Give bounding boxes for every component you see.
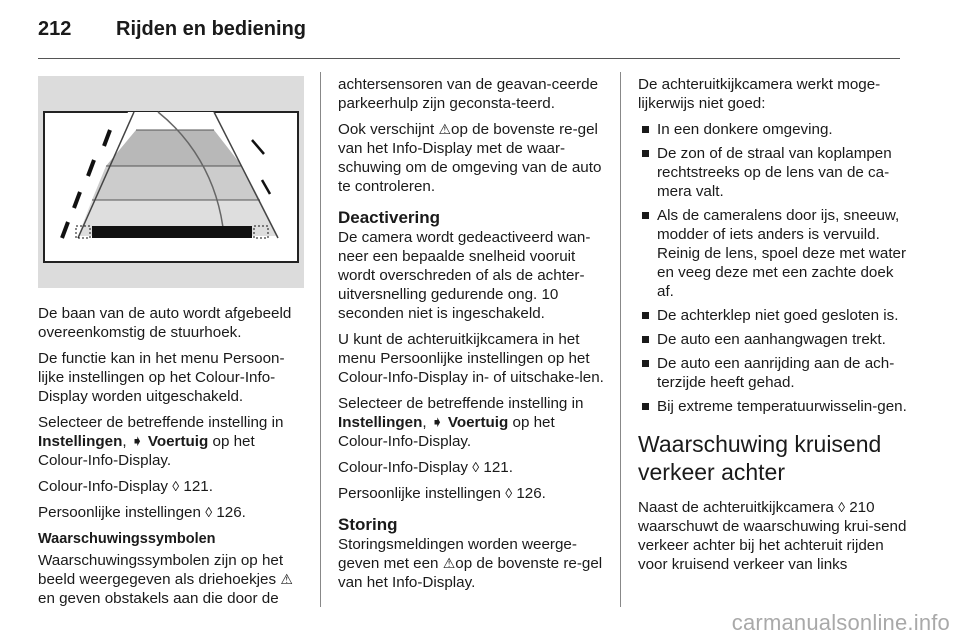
text: ,	[122, 433, 131, 450]
rear-camera-display-drawing	[38, 76, 304, 288]
page-number: 212	[38, 18, 72, 40]
cross-reference[interactable]	[338, 484, 608, 503]
watermark: carmanualsonline.info	[731, 610, 950, 635]
xref-icon: ◊	[838, 499, 845, 515]
subheading-deactivering: Deactivering	[338, 208, 441, 227]
paragraph	[638, 498, 908, 574]
menu-path	[131, 433, 208, 450]
page-header	[38, 18, 306, 48]
xref-text: Persoonlijke instellingen	[338, 485, 501, 502]
paragraph: De baan van de auto wordt afgebeeld overeenkomstig de stuurhoek.	[38, 305, 292, 341]
menu-label: Voertuig	[147, 433, 209, 450]
paragraph: De achteruitkijkcamera werkt moge-lijkerwijs niet goed:	[638, 76, 881, 112]
menu-label: Voertuig	[447, 414, 509, 431]
cross-reference[interactable]	[38, 477, 308, 496]
text: op de bovenste re-gel van het Info-Display met de waar-schuwing om de omgeving van de auto te controleren.	[338, 121, 602, 195]
menu-path	[431, 414, 508, 431]
xref-page[interactable]: 210	[849, 499, 875, 516]
xref-page: 121.	[183, 478, 213, 495]
warning-triangle-icon: ⚠	[438, 121, 452, 137]
xref-icon: ◊	[205, 504, 213, 520]
paragraph	[338, 120, 608, 196]
bumper-bar	[92, 226, 252, 238]
paragraph: achtersensoren van de geavan-ceerde parkeerhulp zijn geconsta-teerd.	[338, 76, 599, 112]
text: waarschuwt de waarschuwing krui-send verkeer achter bij het achteruit rijden voor kruisend verkeer van links	[638, 518, 907, 573]
arrow-icon: ➧	[130, 433, 144, 450]
rear-camera-illustration	[38, 76, 304, 288]
list-item: In een donkere omgeving.	[638, 120, 908, 139]
section-title: Rijden en bediening	[116, 18, 307, 40]
text: Ook verschijnt	[338, 121, 439, 138]
text: Selecteer de betreffende instelling in	[338, 395, 584, 412]
xref-page: 126.	[216, 504, 246, 521]
text: op het Colour-Info-Display.	[38, 433, 255, 469]
warning-triangle-icon: ⚠	[442, 555, 456, 571]
header-rule	[38, 58, 900, 59]
subheading-storing: Storing	[338, 515, 398, 534]
xref-text: Colour-Info-Display	[338, 459, 468, 476]
xref-text: Colour-Info-Display	[38, 478, 168, 495]
cross-reference[interactable]	[38, 503, 308, 522]
column-1	[38, 304, 308, 615]
warning-triangle-icon: ⚠	[280, 571, 293, 587]
paragraph: De functie kan in het menu Persoon-lijke instellingen op het Colour-Info-Display worden uitgeschakeld.	[38, 350, 285, 405]
text: Selecteer de betreffende instelling in	[38, 414, 284, 431]
text: en geven obstakels aan die door de	[38, 590, 279, 607]
text: ,	[422, 414, 431, 431]
column-divider	[620, 72, 621, 607]
list-item: Als de cameralens door ijs, sneeuw, modder of iets anders is vervuild. Reinig de lens, spoel deze met water en veeg deze met een zachte doek af.	[638, 206, 908, 301]
paragraph	[38, 413, 308, 470]
xref-page: 126.	[516, 485, 546, 502]
list-item: De zon of de straal van koplampen rechtstreeks op de lens van de ca-mera valt.	[638, 144, 908, 201]
section-heading: Waarschuwing kruisend verkeer achter	[638, 431, 882, 485]
column-2	[338, 75, 608, 599]
xref-icon: ◊	[172, 478, 180, 494]
menu-label: Instellingen	[38, 433, 123, 450]
text: op de bovenste re-gel van het Info-Display.	[338, 555, 603, 591]
paragraph	[338, 394, 608, 451]
text: op het Colour-Info-Display.	[338, 414, 555, 450]
subheading: Waarschuwingssymbolen	[38, 531, 216, 547]
menu-label: Instellingen	[338, 414, 423, 431]
column-divider	[320, 72, 321, 607]
xref-icon: ◊	[472, 459, 480, 475]
text: Waarschuwingssymbolen zijn op het beeld weergegeven als driehoekjes	[38, 552, 284, 588]
guide-band-middle	[92, 166, 260, 200]
text: Naast de achteruitkijkcamera	[638, 499, 839, 516]
list-item: De auto een aanhangwagen trekt.	[638, 330, 908, 349]
list-item: De auto een aanrijding aan de ach-terzijde heeft gehad.	[638, 354, 908, 392]
xref-page: 121.	[483, 459, 513, 476]
column-3	[638, 75, 908, 581]
paragraph	[338, 535, 608, 592]
list-item: Bij extreme temperatuurwisselin-gen.	[638, 397, 908, 416]
xref-icon: ◊	[505, 485, 513, 501]
paragraph: De camera wordt gedeactiveerd wan-neer een bepaalde snelheid vooruit wordt overschreden of als de achter-uitversnelling gedurende ong. 10 seconden niet is ingeschakeld.	[338, 229, 591, 322]
arrow-icon: ➧	[430, 414, 444, 431]
xref-text: Persoonlijke instellingen	[38, 504, 201, 521]
bullet-list	[638, 120, 908, 416]
cross-reference[interactable]	[338, 458, 608, 477]
list-item: De achterklep niet goed gesloten is.	[638, 306, 908, 325]
text: Storingsmeldingen worden weerge-geven met een	[338, 536, 577, 572]
paragraph	[38, 551, 308, 608]
paragraph: U kunt de achteruitkijkcamera in het menu Persoonlijke instellingen op het Colour-Info-Display in- of uitschake-len.	[338, 331, 604, 386]
